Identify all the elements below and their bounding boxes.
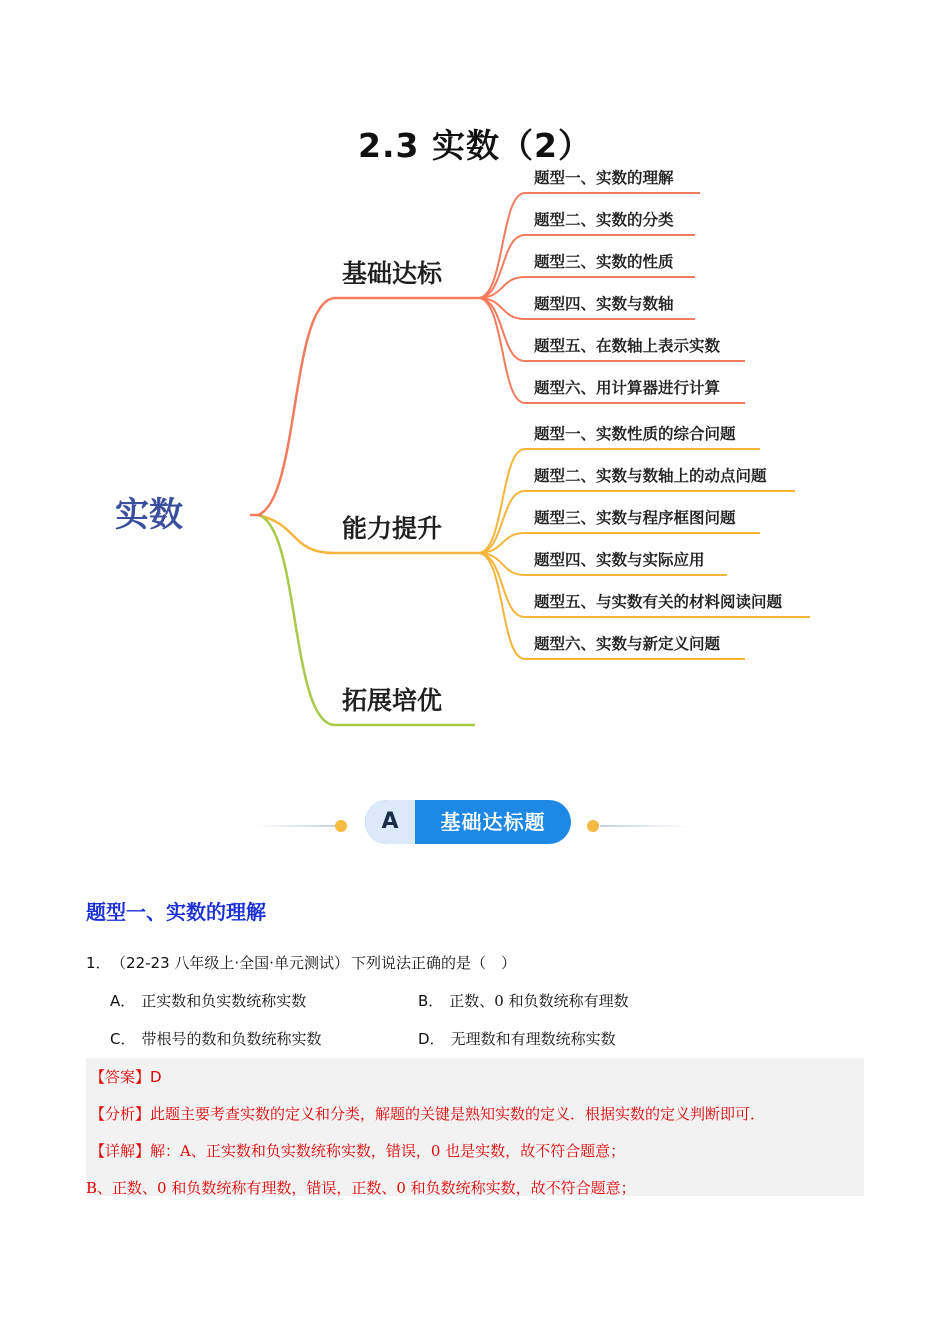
option-text: 正数、0 和负数统称有理数 [449, 992, 629, 1010]
analysis-text: 此题主要考查实数的定义和分类，解题的关键是熟知实数的定义．根据实数的定义判断即可． [150, 1105, 766, 1123]
banner-line-right [600, 825, 690, 827]
option-label: C． [110, 1030, 136, 1048]
option-label: B． [418, 992, 444, 1010]
detail-line [90, 1140, 625, 1161]
leaf-basic-4: 题型四、实数与数轴 [534, 295, 674, 313]
mind-map [0, 160, 950, 750]
leaf-advanced-3: 题型三、实数与程序框图问题 [534, 509, 736, 527]
banner-dot-right [587, 820, 599, 832]
analysis-tag: 【分析】 [90, 1105, 151, 1123]
section-banner [255, 800, 695, 850]
page-title: 2.3 实数（2） [358, 126, 592, 165]
option-b [418, 990, 629, 1011]
detail-tag: 【详解】 [90, 1142, 151, 1160]
leaf-advanced-5: 题型五、与实数有关的材料阅读问题 [534, 593, 783, 611]
branch-label-basic: 基础达标 [342, 259, 443, 288]
leaf-basic-5: 题型五、在数轴上表示实数 [534, 337, 721, 355]
option-c [110, 1028, 322, 1049]
banner-line-left [255, 825, 335, 827]
branch-label-extension: 拓展培优 [342, 686, 443, 715]
option-d [418, 1028, 616, 1049]
analysis-line [90, 1103, 765, 1124]
mindmap-root-label: 实数 [115, 495, 183, 535]
detail-text: 解：A、正实数和负实数统称实数，错误，0 也是实数，故不符合题意； [150, 1142, 626, 1160]
leaf-basic-6: 题型六、用计算器进行计算 [534, 379, 721, 397]
question-stem [86, 952, 516, 973]
branch-label-advanced: 能力提升 [342, 514, 443, 543]
option-text: 正实数和负实数统称实数 [141, 992, 307, 1010]
option-text: 带根号的数和负数统称实数 [141, 1030, 322, 1048]
leaf-advanced-4: 题型四、实数与实际应用 [534, 551, 705, 569]
answer-line [90, 1066, 162, 1087]
detail-text-2: B、正数、0 和负数统称有理数，错误，正数、0 和负数统称实数，故不符合题意； [86, 1179, 636, 1197]
answer-value: D [150, 1068, 162, 1086]
branch-connector-basic [258, 298, 478, 515]
answer-box [86, 1058, 864, 1196]
detail-line-2 [86, 1177, 636, 1198]
leaf-basic-2: 题型二、实数的分类 [534, 211, 674, 229]
banner-letter: A [365, 800, 415, 844]
question-number: 1． [86, 954, 111, 972]
question-text: 下列说法正确的是（ ） [350, 954, 516, 972]
section-heading: 题型一、实数的理解 [86, 900, 266, 924]
option-label: D． [418, 1030, 445, 1048]
banner-text: 基础达标题 [440, 810, 546, 834]
option-text: 无理数和有理数统称实数 [450, 1030, 616, 1048]
leaf-basic-1: 题型一、实数的理解 [534, 169, 674, 187]
leaf-advanced-6: 题型六、实数与新定义问题 [534, 635, 721, 653]
leaf-basic-3: 题型三、实数的性质 [534, 253, 674, 271]
banner-dot-left [335, 820, 347, 832]
leaf-advanced-2: 题型二、实数与数轴上的动点问题 [534, 467, 767, 485]
leaf-connector [478, 533, 760, 553]
banner-pill [365, 800, 571, 844]
question-source: （22-23 八年级上·全国·单元测试） [118, 954, 349, 972]
answer-tag: 【答案】 [90, 1068, 151, 1086]
leaf-connector [478, 449, 760, 553]
leaf-advanced-1: 题型一、实数性质的综合问题 [534, 425, 736, 443]
option-a [110, 990, 306, 1011]
option-label: A． [110, 992, 136, 1010]
